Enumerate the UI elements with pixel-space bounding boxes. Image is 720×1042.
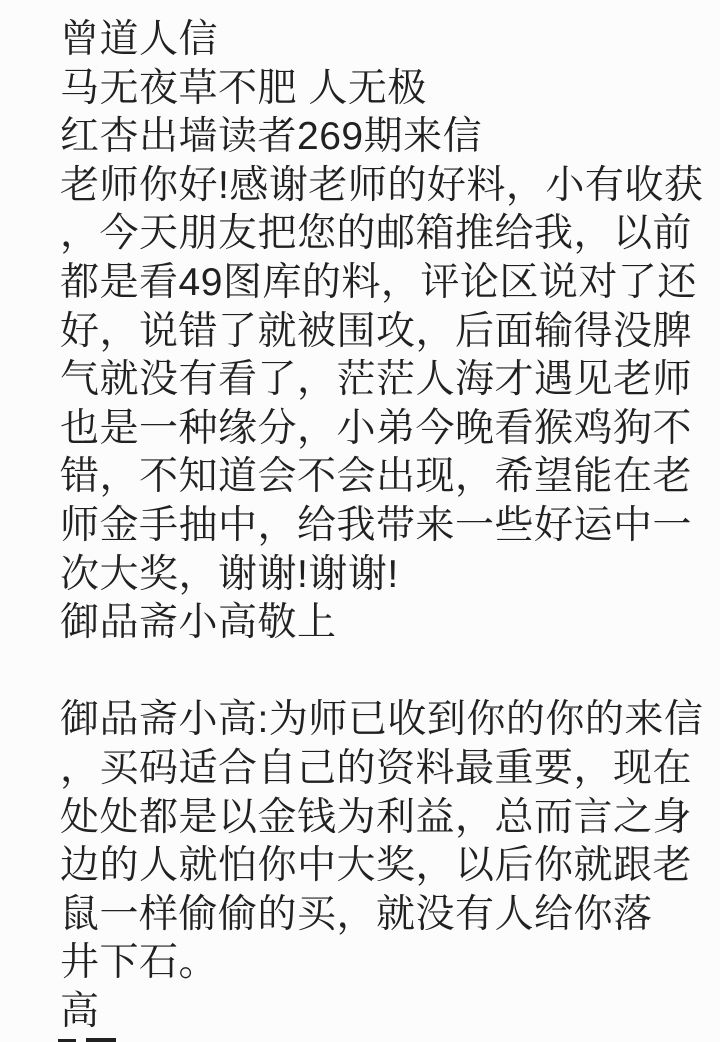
text-line: 曾道人信 <box>60 18 219 61</box>
text-line: 处处都是以金钱为利益，总而言之身 <box>60 795 693 839</box>
text-line: 边的人就怕你中大奖，以后你就跟老 <box>60 844 693 888</box>
text-line: 御品斋小高:为师已收到你的你的来信 <box>60 698 704 742</box>
text-line <box>60 648 712 697</box>
text-line: 老师你好!感谢老师的好料，小有收获 <box>60 163 704 207</box>
text-line: 好，说错了就被围攻，后面输得没脾 <box>60 309 693 353</box>
text-line: 鼠一样偷偷的买，就没有人给你落 <box>60 892 653 936</box>
text-line: 御品斋小高敬上 <box>60 601 337 645</box>
text-line: 也是一种缘分，小弟今晚看猴鸡狗不 <box>60 406 693 450</box>
text-line: 气就没有看了，茫茫人海才遇见老师 <box>60 358 693 402</box>
text-line: 次大奖，谢谢!谢谢! <box>60 552 399 596</box>
text-line: 红杏出墙读者269期来信 <box>60 115 483 159</box>
text-line: 高 <box>60 989 100 1033</box>
text-line: ，买码适合自己的资料最重要，现在 <box>60 746 693 790</box>
text-line: 马无夜草不肥 人无极 <box>60 66 427 110</box>
text-line: ，今天朋友把您的邮箱推给我，以前 <box>60 212 693 256</box>
text-line: 都是看49图库的料，评论区说对了还 <box>60 260 697 304</box>
cutoff-glyph-top <box>86 1038 116 1042</box>
text-line: 错，不知道会不会出现，希望能在老 <box>60 455 693 499</box>
text-line: 师金手抽中，给我带来一些好运中一 <box>60 503 693 547</box>
text-line: 井下石。 <box>60 941 219 985</box>
cutoff-line-fragment <box>0 1038 720 1042</box>
